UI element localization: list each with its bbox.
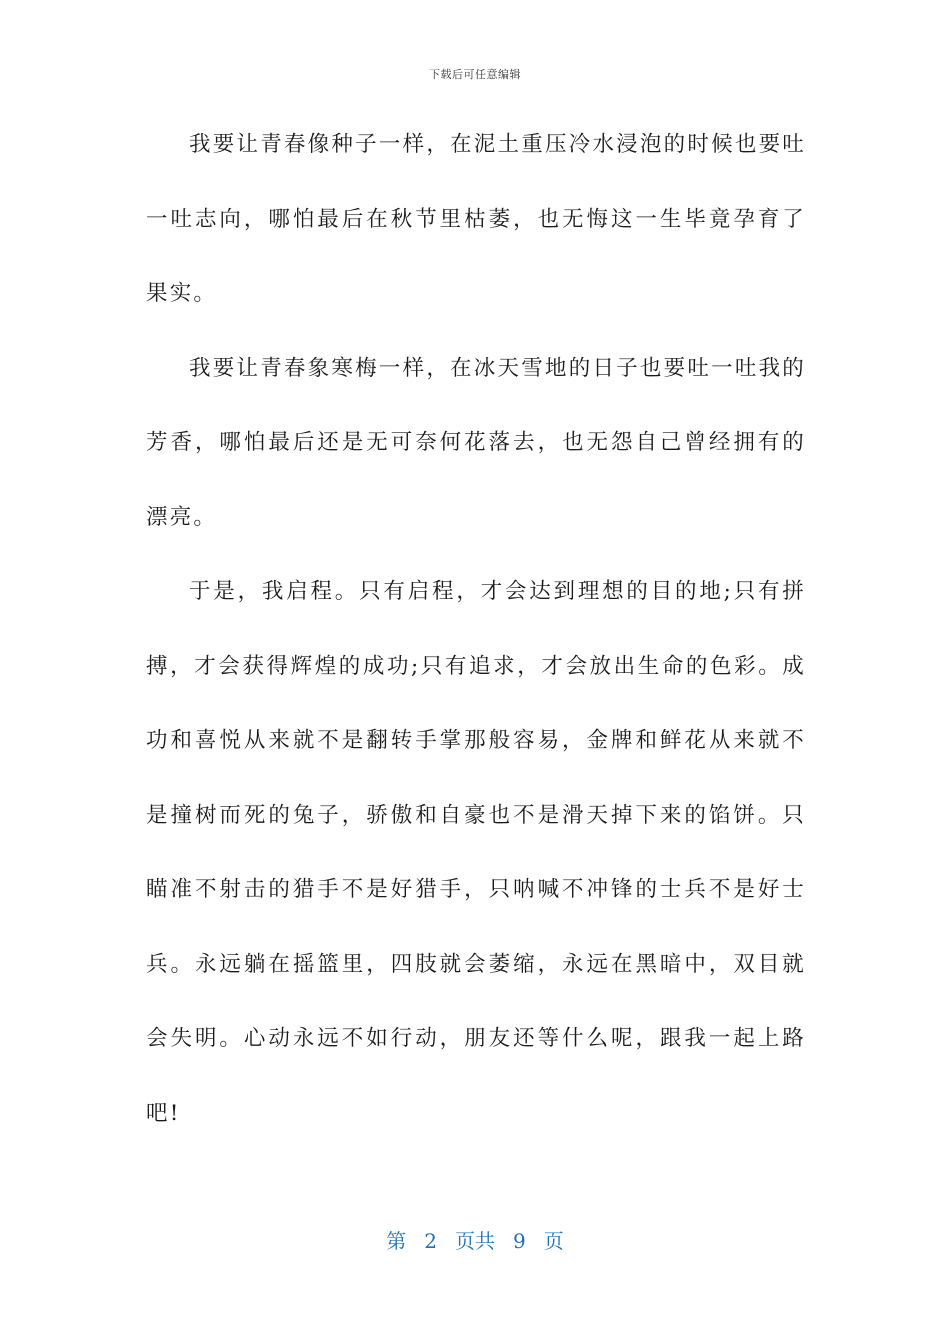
paragraph-1: 我要让青春像种子一样，在泥土重压冷水浸泡的时候也要吐一吐志向，哪怕最后在秋节里枯萎，也无悔这一生毕竟孕育了果实。: [146, 132, 806, 306]
paragraph-3: 于是，我启程。只有启程，才会达到理想的目的地;只有拼搏，才会获得辉煌的成功;只有追求，才会放出生命的色彩。成功和喜悦从来就不是翻转手掌那般容易，金牌和鲜花从来就不是撞树而死的兔子，骄傲和自豪也不是滑天掉下来的馅饼。只瞄准不射击的猎手不是好猎手，只呐喊不冲锋的士兵不是好士兵。永远躺在摇篮里，四肢就会萎缩，永远在黑暗中，双目就会失明。心动永远不如行动，朋友还等什么呢，跟我一起上路吧!: [146, 579, 806, 1126]
page-footer-suffix: 页: [543, 1229, 564, 1253]
page-footer-middle: 页共: [455, 1229, 495, 1253]
page-footer-prefix: 第: [386, 1229, 407, 1253]
document-body: [146, 108, 806, 1151]
page-number-footer: [0, 1225, 950, 1254]
page-header-note: 下载后可任意编辑: [429, 68, 521, 81]
paragraph-2: 我要让青春象寒梅一样，在冰天雪地的日子也要吐一吐我的芳香，哪怕最后还是无可奈何花落去，也无怨自己曾经拥有的漂亮。: [146, 355, 806, 530]
total-pages-number: 9: [513, 1229, 526, 1253]
current-page-number: 2: [424, 1229, 437, 1253]
